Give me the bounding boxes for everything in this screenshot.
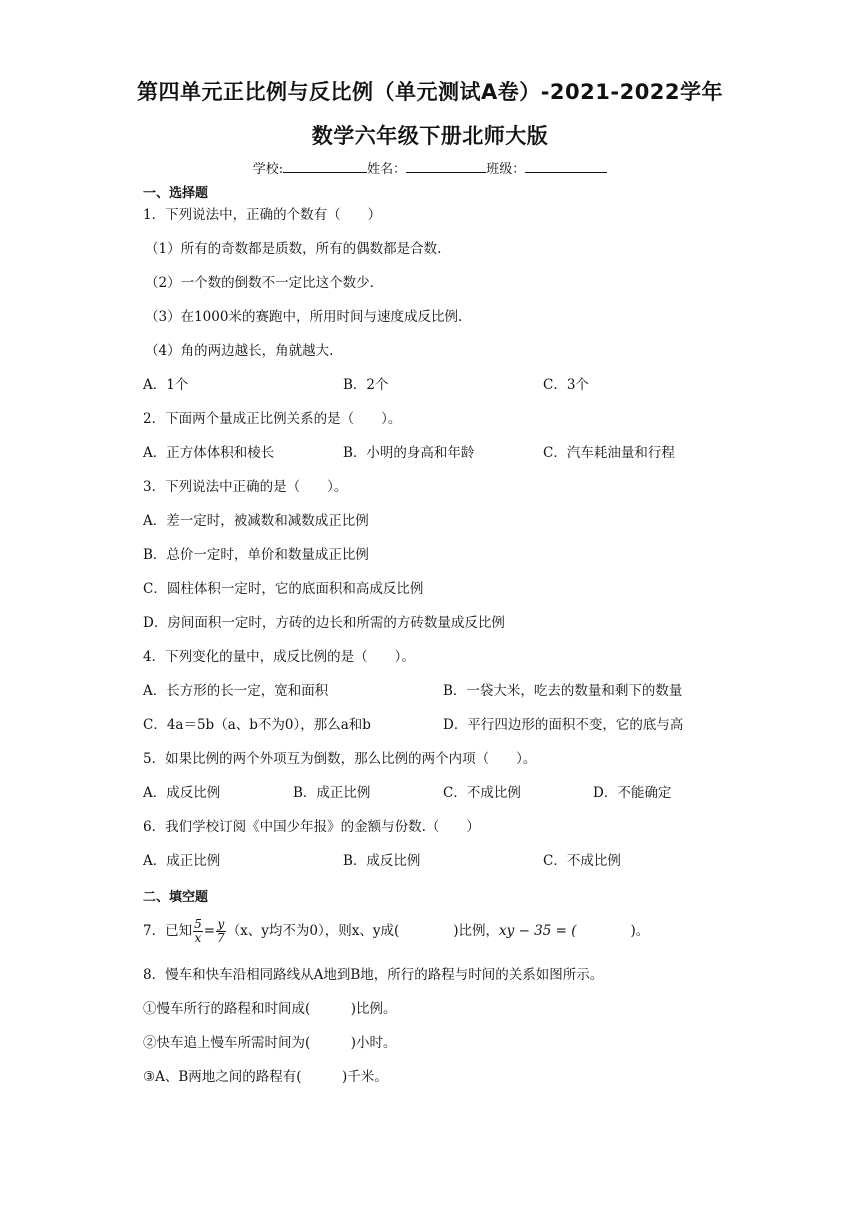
- question-1-statement-4: （4）角的两边越长，角就越大.: [145, 343, 334, 359]
- option-a[interactable]: A．长方形的长一定，宽和面积: [143, 683, 329, 699]
- question-5-stem: 5．如果比例的两个外项互为倒数，那么比例的两个内项（ ）。: [143, 751, 537, 767]
- question-1-stem: 1．下列说法中，正确的个数有（ ）: [143, 207, 382, 223]
- question-3-stem: 3．下列说法中正确的是（ ）。: [143, 479, 348, 495]
- option-d[interactable]: D．不能确定: [593, 785, 672, 801]
- question-3-option-b[interactable]: B．总价一定时，单价和数量成正比例: [143, 547, 369, 563]
- student-info-line: [0, 158, 860, 177]
- question-5-options: [143, 784, 743, 802]
- question-8-stem: 8．慢车和快车沿相同路线从A地到B地，所行的路程与时间的关系如图所示。: [143, 967, 604, 983]
- question-4-options-row-2: [143, 716, 743, 734]
- question-3-option-d[interactable]: D．房间面积一定时，方砖的边长和所需的方砖数量成反比例: [143, 615, 505, 631]
- question-7-middle: （x、y均不为0），则x、y成( )比例，: [226, 923, 500, 939]
- question-1-options: [143, 376, 743, 394]
- name-label: 姓名：: [367, 162, 407, 177]
- option-a[interactable]: A．成反比例: [143, 785, 221, 801]
- option-a[interactable]: A．正方体体积和棱长: [143, 445, 275, 461]
- option-b[interactable]: B．2个: [343, 377, 389, 393]
- question-7-prefix: 7．已知: [143, 923, 193, 939]
- question-4-stem: 4．下列变化的量中，成反比例的是（ ）。: [143, 649, 415, 665]
- option-c[interactable]: C．汽车耗油量和行程: [543, 445, 675, 461]
- school-blank[interactable]: [283, 160, 367, 173]
- option-c[interactable]: C．不成比例: [543, 853, 621, 869]
- option-b[interactable]: B．成反比例: [343, 853, 421, 869]
- question-6-options: [143, 852, 743, 870]
- question-7-suffix: )。: [576, 923, 650, 939]
- option-b[interactable]: B．一袋大米，吃去的数量和剩下的数量: [443, 683, 683, 699]
- question-6-stem: 6．我们学校订阅《中国少年报》的金额与份数.（ ）: [143, 819, 480, 835]
- title-line-1: 第四单元正比例与反比例（单元测试A卷）-2021-2022学年: [136, 80, 724, 104]
- question-7: [143, 916, 649, 946]
- question-3-option-a[interactable]: A．差一定时，被减数和减数成正比例: [143, 513, 369, 529]
- option-c[interactable]: C．3个: [543, 377, 589, 393]
- option-b[interactable]: B．小明的身高和年龄: [343, 445, 475, 461]
- option-c[interactable]: C．4a＝5b（a、b不为0），那么a和b: [143, 717, 371, 733]
- question-3-option-c[interactable]: C．圆柱体积一定时，它的底面积和高成反比例: [143, 581, 424, 597]
- question-8-part-1: ①慢车所行的路程和时间成( )比例。: [143, 1001, 397, 1017]
- name-blank[interactable]: [406, 160, 486, 173]
- option-c[interactable]: C．不成比例: [443, 785, 521, 801]
- school-label: 学校:: [252, 162, 284, 177]
- question-1-statement-2: （2）一个数的倒数不一定比这个数少.: [145, 275, 374, 291]
- section-heading-fill-in: 二、填空题: [143, 890, 209, 905]
- fraction-numerator: 5: [194, 917, 202, 931]
- question-1-statement-3: （3）在1000米的赛跑中，所用时间与速度成反比例.: [145, 309, 463, 325]
- option-a[interactable]: A．1个: [143, 377, 189, 393]
- equals-sign: =: [203, 923, 216, 939]
- question-2-stem: 2．下面两个量成正比例关系的是（ ）。: [143, 411, 402, 427]
- question-2-options: [143, 444, 743, 462]
- fraction-denominator: x: [194, 931, 202, 945]
- question-1-statement-1: （1）所有的奇数都是质数，所有的偶数都是合数.: [145, 241, 442, 257]
- question-4-options-row-1: [143, 682, 743, 700]
- option-b[interactable]: B．成正比例: [293, 785, 371, 801]
- option-d[interactable]: D．平行四边形的面积不变，它的底与高: [443, 717, 684, 733]
- question-8-part-3: ③A、B两地之间的路程有( )千米。: [143, 1069, 388, 1085]
- fraction-y-over-7: [216, 918, 226, 945]
- fraction-numerator: y: [217, 917, 225, 931]
- title-line-2: 数学六年级下册北师大版: [311, 124, 549, 148]
- question-8-part-2: ②快车追上慢车所需时间为( )小时。: [143, 1035, 397, 1051]
- class-label: 班级：: [486, 162, 526, 177]
- fraction-denominator: 7: [217, 931, 225, 945]
- option-a[interactable]: A．成正比例: [143, 853, 221, 869]
- section-heading-choice: 一、选择题: [143, 186, 209, 201]
- question-7-expression: xy − 35 = (: [499, 923, 577, 939]
- fraction-5-over-x: [193, 918, 203, 945]
- class-blank[interactable]: [525, 160, 607, 173]
